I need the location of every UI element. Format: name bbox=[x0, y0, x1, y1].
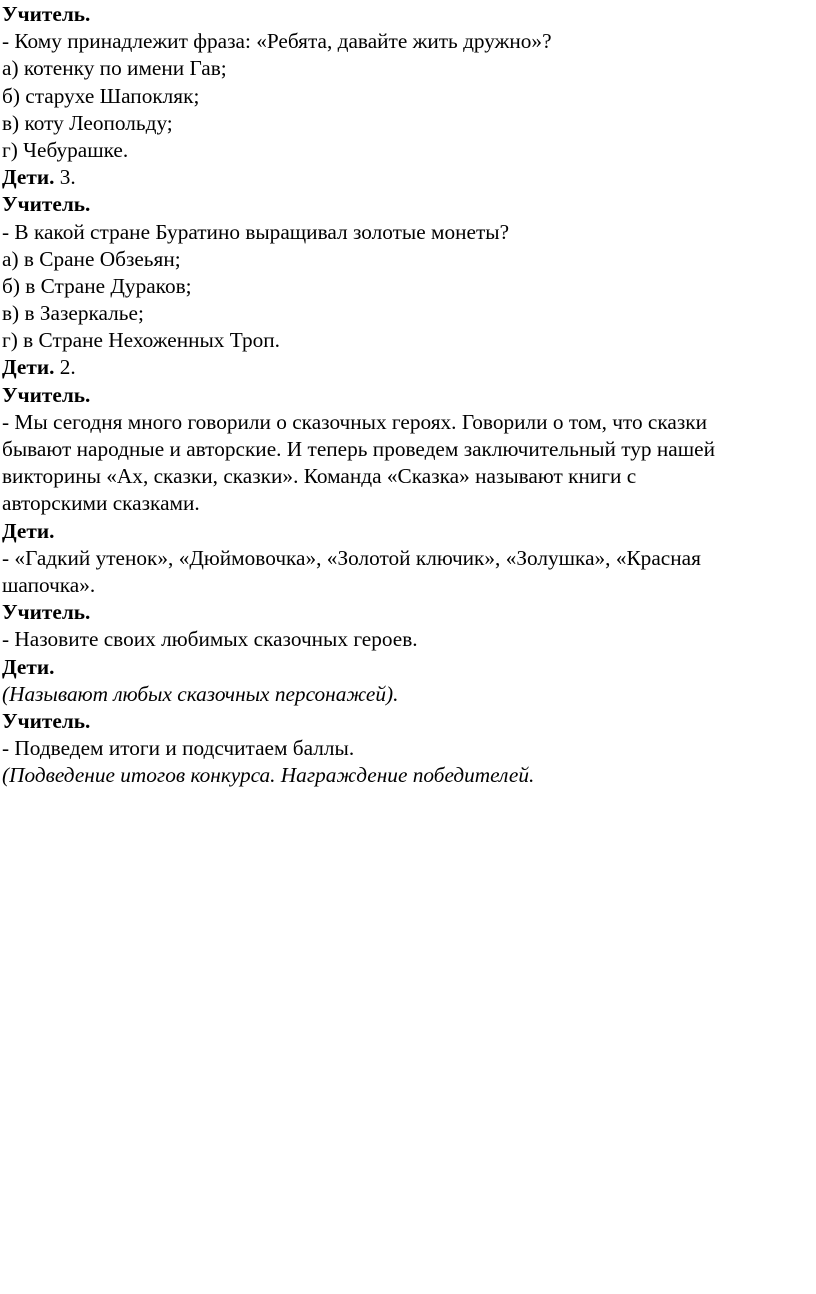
document-page bbox=[2, 1, 814, 789]
line-3 bbox=[2, 55, 814, 82]
line-11 bbox=[2, 273, 814, 300]
line-text: 2. bbox=[54, 355, 76, 380]
line-text: - Кому принадлежит фраза: «Ребята, давайте жить дружно»? bbox=[2, 29, 552, 54]
line-2 bbox=[2, 28, 814, 55]
line-text: авторскими сказками. bbox=[2, 491, 200, 516]
line-9 bbox=[2, 219, 814, 246]
line-20 bbox=[2, 518, 814, 545]
speaker-label: Учитель. bbox=[2, 708, 91, 733]
line-26 bbox=[2, 681, 814, 708]
line-text: бывают народные и авторские. И теперь проведем заключительный тур нашей bbox=[2, 437, 716, 461]
line-text: 3. bbox=[54, 165, 76, 190]
line-text: - «Гадкий утенок», «Дюймовочка», «Золотой ключик», «Золушка», «Красная bbox=[2, 545, 701, 570]
line-text: шапочка». bbox=[2, 572, 96, 597]
line-text: - В какой стране Буратино выращивал золотые монеты? bbox=[2, 219, 510, 244]
speaker-label: Дети. bbox=[2, 654, 55, 679]
line-7 bbox=[2, 164, 814, 191]
stage-direction: (Подведение итогов конкурса. Награждение победителей. bbox=[2, 763, 535, 788]
line-text: г) в Стране Нехоженных Троп. bbox=[2, 328, 280, 353]
line-18 bbox=[2, 463, 814, 490]
line-15 bbox=[2, 382, 814, 409]
speaker-label: Дети. bbox=[2, 518, 55, 543]
line-12 bbox=[2, 300, 814, 327]
line-text: г) Чебурашке. bbox=[2, 137, 129, 162]
line-6 bbox=[2, 137, 814, 164]
line-25 bbox=[2, 654, 814, 681]
speaker-label: Учитель. bbox=[2, 382, 91, 407]
line-1 bbox=[2, 1, 814, 28]
line-text: викторины «Ах, сказки, сказки». Команда «Сказка» называют книги с bbox=[2, 464, 637, 489]
line-27 bbox=[2, 708, 814, 735]
line-text: б) старухе Шапокляк; bbox=[2, 83, 200, 108]
speaker-label: Дети. bbox=[2, 165, 55, 190]
line-19 bbox=[2, 490, 814, 517]
line-text: - Подведем итоги и подсчитаем баллы. bbox=[2, 736, 355, 761]
speaker-label: Учитель. bbox=[2, 2, 91, 26]
line-text: в) коту Леопольду; bbox=[2, 110, 173, 135]
line-text: а) в Сране Обзеьян; bbox=[2, 246, 181, 271]
line-28 bbox=[2, 735, 814, 762]
line-8 bbox=[2, 191, 814, 218]
line-text: в) в Зазеркалье; bbox=[2, 301, 144, 326]
speaker-label: Учитель. bbox=[2, 600, 91, 625]
line-22 bbox=[2, 572, 814, 599]
line-16 bbox=[2, 409, 814, 436]
line-21 bbox=[2, 545, 814, 572]
line-text: а) котенку по имени Гав; bbox=[2, 56, 227, 81]
line-13 bbox=[2, 327, 814, 354]
line-23 bbox=[2, 599, 814, 626]
line-text: б) в Стране Дураков; bbox=[2, 273, 192, 298]
line-29 bbox=[2, 762, 814, 789]
speaker-label: Учитель. bbox=[2, 192, 91, 217]
line-5 bbox=[2, 110, 814, 137]
line-24 bbox=[2, 626, 814, 653]
speaker-label: Дети. bbox=[2, 355, 55, 380]
line-10 bbox=[2, 246, 814, 273]
line-text: - Назовите своих любимых сказочных героев. bbox=[2, 627, 418, 652]
line-17 bbox=[2, 436, 814, 463]
line-14 bbox=[2, 354, 814, 381]
line-text: - Мы сегодня много говорили о сказочных героях. Говорили о том, что сказки bbox=[2, 409, 708, 434]
stage-direction: (Называют любых сказочных персонажей). bbox=[2, 681, 399, 706]
line-4 bbox=[2, 83, 814, 110]
